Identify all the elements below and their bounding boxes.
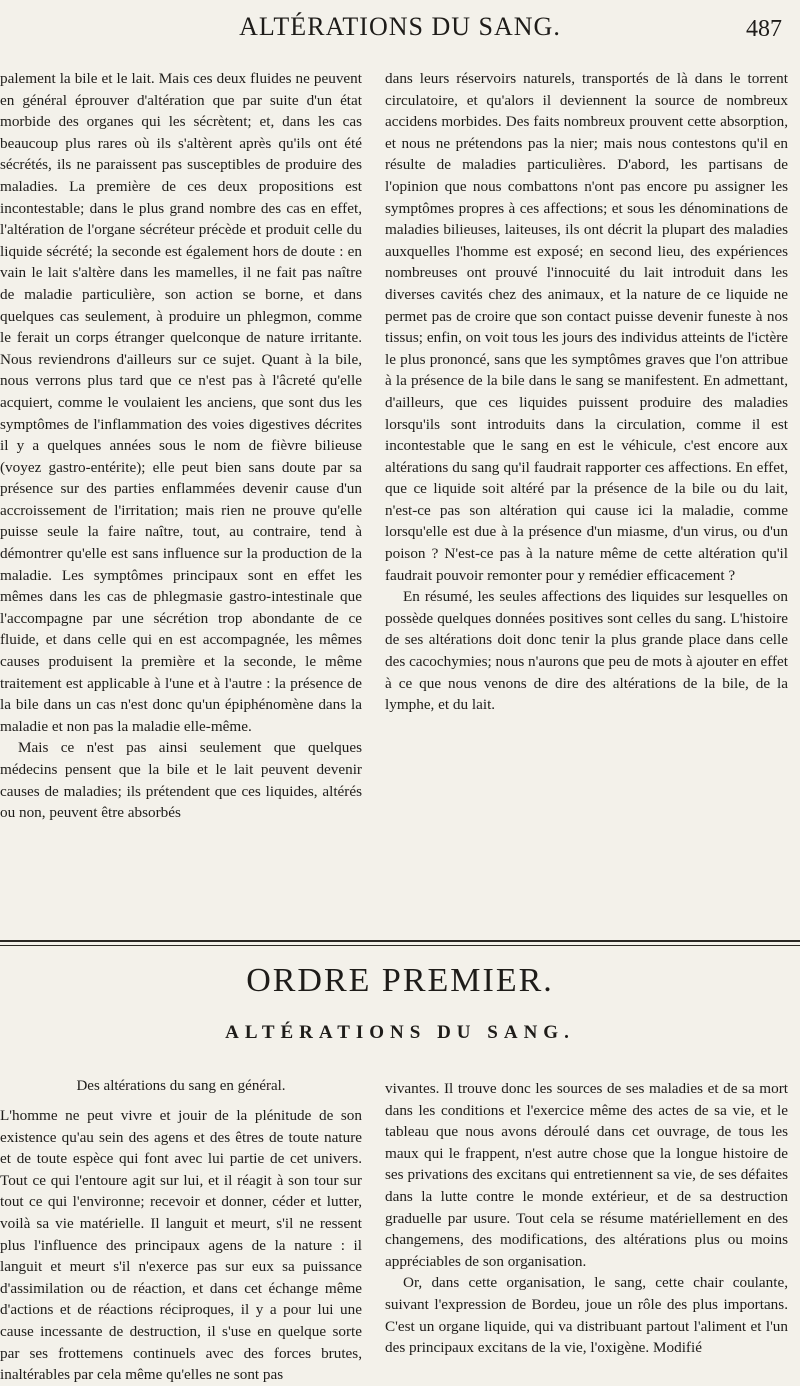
upper-left-column <box>0 68 362 824</box>
page-number: 487 <box>746 16 782 42</box>
section-divider <box>0 940 800 942</box>
running-title: ALTÉRATIONS DU SANG. <box>239 12 561 41</box>
paragraph: dans leurs réservoirs naturels, transportés de là dans le torrent circulatoire, et qu'alors il deviennent la source de nombreux accidens morbides. Des faits nombreux prouvent cette absorption, et nous ne prétendons pas la nier; mais nous contestons qu'il en résulte de maladies particulières. D'abord, les partisans de l'opinion que nous combattons n'ont pas encore pu assigner les symptômes propres à ces affections; et sous les dénominations de maladies bilieuses, laiteuses, ils ont décrit la plupart des maladies auxquelles l'homme est exposé; en second lieu, des expériences nombreuses ont prouvé l'innocuité du lait introduit dans les diverses cavités chez des animaux, et la nature de ce liquide ne permet pas de croire que son contact puisse devenir funeste à nos tissus; enfin, on voit tous les jours des individus atteints de l'ictère le plus prononcé, sans que les symptômes graves que l'on attribue à la présence de la bile dans le sang se manifestent. En admettant, d'ailleurs, que ces liquides puissent produire des maladies lorsqu'ils sont introduits dans la circulation, comme il est incontestable que le sang en est le véhicule, c'est encore aux altérations du sang qu'il faudrait rapporter ces affections. En effet, que ce liquide soit altéré par la présence de la bile ou du lait, n'est-ce pas son altération qui cause ici la maladie, comme lorsqu'elle est due à la présence d'un miasme, d'un virus, ou d'un poison ? N'est-ce pas à la nature même de cette altération qu'il faudrait pouvoir remonter pour y remédier efficacement ? <box>385 70 788 584</box>
order-heading: ORDRE PREMIER. <box>246 962 554 999</box>
paragraph: Or, dans cette organisation, le sang, cette chair coulante, suivant l'expression de Bordeu, joue un rôle des plus importans. C'est un organe liquide, qui va distribuant partout l'aliment et l'un des principaux excitans de la vie, l'oxigène. Modifié <box>385 1274 788 1357</box>
paragraph: Mais ce n'est pas ainsi seulement que quelques médecins pensent que la bile et le lait peuvent devenir causes de maladies; ils prétendent que ces liquides, altérés ou non, peuvent être absorbés <box>0 739 362 822</box>
paragraph: L'homme ne peut vivre et jouir de la plénitude de son existence qu'au sein des agens et des êtres de toute nature et de toute espèce qui font avec lui partie de cet univers. Tout ce qui l'entoure agit sur lui, et il réagit à son tour sur tout ce qui l'environne; recevoir et donner, céder et lutter, voilà sa vie matérielle. Il languit et meurt, s'il ne ressent plus l'influence des principaux agens de la nature : il languit et meurt s'il n'exerce pas sur eux sa puissance d'assimilation ou de réaction, et dans cet échange même d'actions et de réactions réciproques, il y a pour lui une cause incessante de destruction, il s'use en quelque sorte par ses frottemens continuels avec des forces brutes, inaltérables par cela même qu'elles ne sont pas <box>0 1107 362 1384</box>
paragraph: En résumé, les seules affections des liquides sur lesquelles on possède quelques données positives sont celles du sang. L'histoire de ses altérations doit donc tenir la plus grande place dans celle des cacochymies; nous n'aurons que peu de mots à ajouter en effet à ce que nous venons de dire des altérations de la bile, de la lymphe, et du lait. <box>385 588 788 714</box>
section-divider-thin <box>0 945 800 946</box>
upper-right-column <box>385 68 788 716</box>
paragraph: palement la bile et le lait. Mais ces deux fluides ne peuvent en général éprouver d'altération que par suite d'un état morbide des organes qui les sécrètent; et, dans les cas beaucoup plus rares où ils s'altèrent après qu'ils ont été sécrétés, ils ne paraissent pas susceptibles de produire des maladies. La première de ces deux propositions est incontestable; dans le plus grand nombre des cas en effet, l'altération de l'organe sécréteur précède et produit celle du liquide sécrété; la seconde est également hors de doute : en vain le lait s'altère dans les mamelles, il ne fait pas naître de maladie particulière, son action se borne, et dans quelques cas seulement, à produire un phlegmon, comme le ferait un corps étranger quelconque de nature irritante. Nous reviendrons d'ailleurs sur ce sujet. Quant à la bile, nous verrons plus tard que ce n'est pas à l'âcreté qu'elle acquiert, comme le voulaient les anciens, que sont dus les symptômes de l'inflammation des voies digestives décrites il y a quelques années sous le nom de fièvre bilieuse (voyez gastro-entérite); elle peut bien sans doute par sa présence sur des parties enflammées devenir cause d'un accroissement de l'irritation; mais rien ne prouve qu'elle puisse seule la faire naître, tout, au contraire, tend à démontrer qu'elle est sans influence sur la production de la maladie. Les symptômes principaux sont en effet les mêmes dans les cas de phlegmasie gastro-intestinale que l'accompagne par une sécrétion trop abondante de ce fluide, et dans celle qui en est accompagnée, les mêmes causes produisent la première et la seconde, le même traitement est applicable à l'une et à l'autre : la présence de la bile dans un cas n'est donc qu'un épiphénomène dans la maladie et non pas la maladie elle-même. <box>0 70 362 735</box>
running-head <box>0 12 800 52</box>
paragraph: vivantes. Il trouve donc les sources de ses maladies et de sa mort dans les conditions et l'exercice même des actes de sa vie, et le tableau que nous avons déroulé dans cet ouvrage, de tous les maux qui le frappent, n'est autre chose que la longue histoire de ses privations des excitans qui entretiennent sa vie, de ses défaites dans la lutte contre le monde extérieur, et de sa destruction graduelle par usure. Tout cela se résume matériellement en des changemens, des modifications, des altérations plus ou moins appréciables de son organisation. <box>385 1080 788 1270</box>
lower-left-column <box>0 1105 362 1386</box>
lower-right-column <box>385 1078 788 1359</box>
subsection-heading: Des altérations du sang en général. <box>76 1078 286 1094</box>
section-heading: ALTÉRATIONS DU SANG. <box>225 1022 575 1043</box>
